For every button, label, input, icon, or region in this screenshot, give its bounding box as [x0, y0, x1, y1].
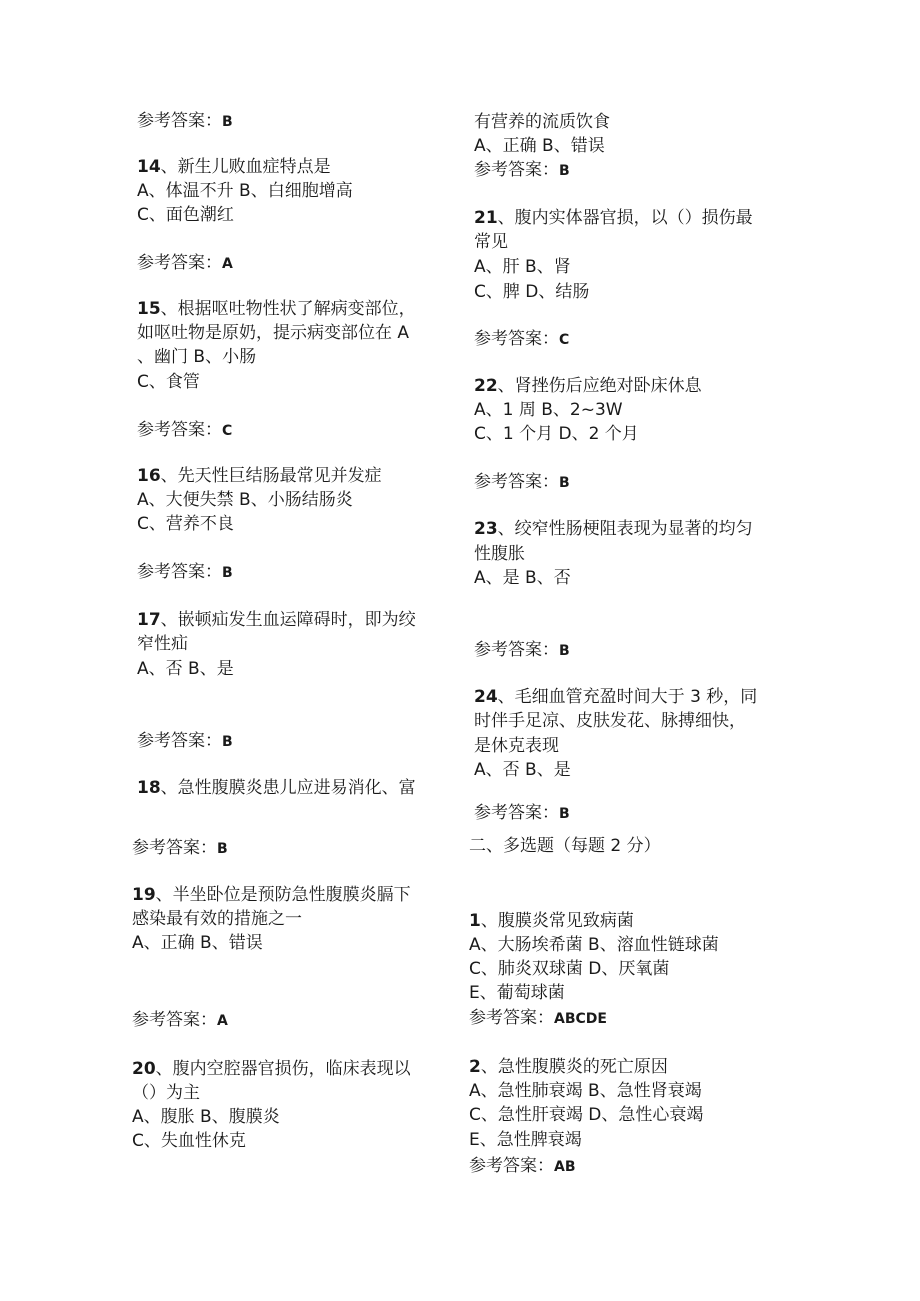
- answer-value: B: [559, 163, 570, 179]
- answer-line: 参考答案：B: [474, 472, 570, 492]
- question-number: 21: [474, 208, 498, 228]
- question-stem: 20、腹内空腔器官损伤，临床表现以: [132, 1059, 411, 1079]
- answer-value: ABCDE: [554, 1011, 607, 1027]
- option-line: 、幽门 B、小肠: [137, 347, 257, 367]
- question-stem: 23、绞窄性肠梗阻表现为显著的均匀: [474, 519, 753, 539]
- question-number: 14: [137, 157, 161, 177]
- answer-line: 参考答案：A: [132, 1010, 228, 1030]
- option-line: C、失血性休克: [132, 1131, 246, 1151]
- option-line: C、1 个月 D、2 个月: [474, 424, 639, 444]
- question-number: 2: [469, 1057, 481, 1077]
- answer-line: 参考答案：B: [137, 731, 233, 751]
- option-line: A、大肠埃希菌 B、溶血性链球菌: [469, 935, 719, 955]
- answer-line: 参考答案：B: [137, 562, 233, 582]
- question-number: 24: [474, 687, 498, 707]
- option-line: A、1 周 B、2~3W: [474, 400, 623, 420]
- option-line: A、体温不升 B、白细胞增高: [137, 181, 353, 201]
- answer-value: AB: [554, 1159, 576, 1175]
- answer-line: [137, 109, 233, 134]
- question-number: 22: [474, 376, 498, 396]
- answer-value: A: [217, 1013, 228, 1029]
- question-stem-cont: 常见: [474, 232, 508, 252]
- option-line: C、急性肝衰竭 D、急性心衰竭: [469, 1105, 704, 1125]
- question-stem: 14、新生儿败血症特点是: [137, 157, 331, 177]
- question-stem-cont: 如呕吐物是原奶，提示病变部位在 A: [137, 323, 410, 343]
- question-number: 23: [474, 519, 498, 539]
- question-stem-cont: （）为主: [132, 1083, 200, 1103]
- option-line: E、急性脾衰竭: [469, 1130, 582, 1150]
- answer-line: 参考答案：AB: [469, 1156, 576, 1176]
- question-stem: 21、腹内实体器官损，以（）损伤最: [474, 208, 753, 228]
- answer-value: C: [559, 332, 570, 348]
- answer-line: 参考答案：C: [137, 420, 233, 440]
- section-heading: 二、多选题（每题 2 分）: [469, 836, 661, 856]
- option-line: A、否 B、是: [137, 659, 234, 679]
- question-stem-cont: 性腹胀: [474, 544, 525, 564]
- answer-line: 参考答案：B: [474, 160, 570, 180]
- answer-line: 参考答案：B: [474, 640, 570, 660]
- answer-line: 参考答案：B: [132, 838, 228, 858]
- question-stem: 16、先天性巨结肠最常见并发症: [137, 466, 382, 486]
- question-stem: 15、根据呕吐物性状了解病变部位，: [137, 299, 416, 319]
- option-line: A、肝 B、肾: [474, 257, 571, 277]
- question-stem-cont: 窄性疝: [137, 634, 188, 654]
- option-line: C、肺炎双球菌 D、厌氧菌: [469, 959, 670, 979]
- option-line: A、急性肺衰竭 B、急性肾衰竭: [469, 1081, 702, 1101]
- option-line: A、正确 B、错误: [474, 136, 605, 156]
- option-line: C、脾 D、结肠: [474, 282, 590, 302]
- option-line: C、食管: [137, 372, 200, 392]
- option-line: A、正确 B、错误: [132, 933, 263, 953]
- option-line: A、否 B、是: [474, 760, 571, 780]
- option-line: C、营养不良: [137, 514, 234, 534]
- question-stem: 17、嵌顿疝发生血运障碍时，即为绞: [137, 610, 416, 630]
- question-number: 1: [469, 911, 481, 931]
- answer-label: 参考答案：: [137, 111, 222, 131]
- question-number: 15: [137, 299, 161, 319]
- question-stem-cont: 感染最有效的措施之一: [132, 909, 302, 929]
- answer-line: 参考答案：C: [474, 329, 570, 349]
- question-stem-cont: 时伴手足凉、皮肤发花、脉搏细快，: [474, 711, 746, 731]
- answer-value: B: [222, 114, 233, 130]
- question-number: 16: [137, 466, 161, 486]
- answer-value: B: [559, 643, 570, 659]
- question-stem-cont: 是休克表现: [474, 736, 559, 756]
- answer-line: 参考答案：A: [137, 253, 233, 273]
- answer-value: B: [559, 475, 570, 491]
- answer-value: B: [222, 565, 233, 581]
- option-line: E、葡萄球菌: [469, 983, 565, 1003]
- question-number: 17: [137, 610, 161, 630]
- option-line: A、腹胀 B、腹膜炎: [132, 1107, 280, 1127]
- question-stem: 18、急性腹膜炎患儿应进易消化、富: [137, 778, 416, 798]
- question-stem: 1、腹膜炎常见致病菌: [469, 911, 634, 931]
- question-stem: 2、急性腹膜炎的死亡原因: [469, 1057, 668, 1077]
- question-stem-cont: 有营养的流质饮食: [474, 112, 610, 132]
- option-line: A、大便失禁 B、小肠结肠炎: [137, 490, 353, 510]
- question-stem: 24、毛细血管充盈时间大于 3 秒，同: [474, 687, 758, 707]
- answer-value: B: [222, 734, 233, 750]
- answer-value: B: [217, 841, 228, 857]
- answer-line: 参考答案：B: [474, 803, 570, 823]
- answer-value: A: [222, 256, 233, 272]
- answer-line: 参考答案：ABCDE: [469, 1008, 607, 1028]
- option-line: A、是 B、否: [474, 568, 571, 588]
- question-number: 19: [132, 885, 156, 905]
- option-line: C、面色潮红: [137, 205, 234, 225]
- answer-value: B: [559, 806, 570, 822]
- question-stem: 22、肾挫伤后应绝对卧床休息: [474, 376, 702, 396]
- answer-value: C: [222, 423, 233, 439]
- question-number: 18: [137, 778, 161, 798]
- question-stem: 19、半坐卧位是预防急性腹膜炎膈下: [132, 885, 411, 905]
- question-number: 20: [132, 1059, 156, 1079]
